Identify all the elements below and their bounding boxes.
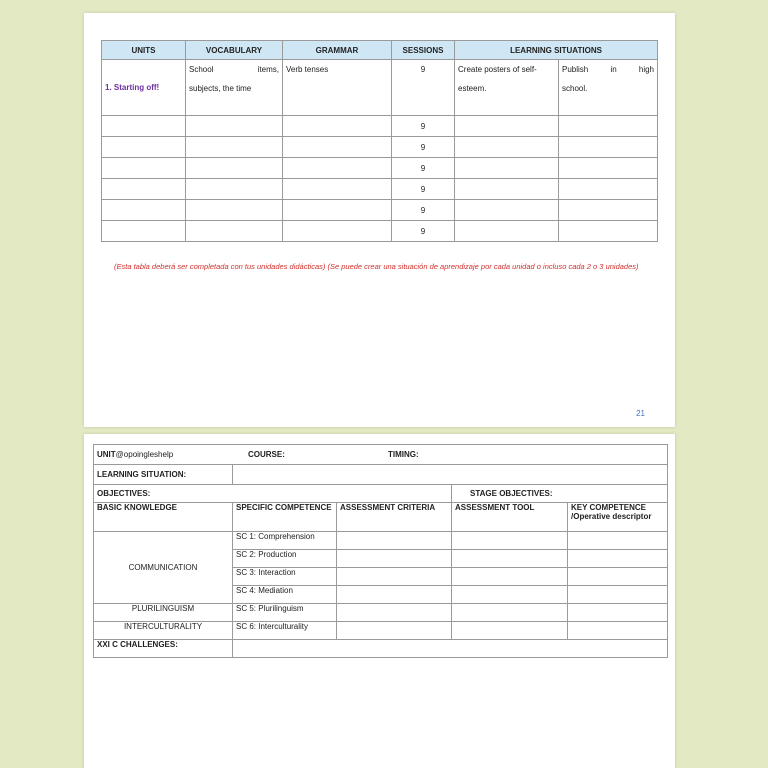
table-row: [94, 532, 668, 550]
header-learning-situations: LEARNING SITUATIONS: [455, 41, 658, 60]
table-row: [94, 465, 668, 485]
table-row: [94, 622, 668, 640]
challenges-label: XXI C CHALLENGES:: [94, 640, 233, 658]
header-grammar: GRAMMAR: [283, 41, 392, 60]
units-table: [101, 40, 658, 242]
table-row: [94, 503, 668, 532]
sessions-cell: 9: [392, 221, 455, 242]
table-row: [102, 158, 658, 179]
header-specific-competence: SPECIFIC COMPETENCE: [233, 503, 337, 532]
learning-situation-cell: [455, 60, 559, 116]
learning-situation-line: Publish in high: [562, 65, 655, 74]
table-row: [102, 221, 658, 242]
challenges-value: [233, 640, 668, 658]
table-row: [102, 200, 658, 221]
header-key-competence: KEY COMPETENCE /Operative descriptor: [568, 503, 668, 532]
course-label: COURSE:: [248, 450, 285, 459]
block-interculturality: INTERCULTURALITY: [94, 622, 233, 640]
table-row: [94, 445, 668, 465]
block-plurilinguism: PLURILINGUISM: [94, 604, 233, 622]
sessions-cell: 9: [392, 60, 455, 116]
learning-situation-cell: [559, 60, 658, 116]
header-units: UNITS: [102, 41, 186, 60]
sc-cell: SC 4: Mediation: [233, 586, 337, 604]
learning-situation-line: school.: [562, 84, 588, 93]
page-number: 21: [636, 409, 645, 418]
learning-situation-label: LEARNING SITUATION:: [94, 465, 233, 485]
block-communication: COMMUNICATION: [94, 532, 233, 604]
units-table-header-row: [102, 41, 658, 60]
unit-label: UNIT: [97, 450, 116, 459]
document-page-1: [84, 13, 675, 427]
document-page-2: [84, 434, 675, 768]
sc-cell: SC 6: Interculturality: [233, 622, 337, 640]
table-row: [102, 116, 658, 137]
instruction-note: (Esta tabla deberá ser completada con tus unidades didácticas) (Se puede crear una situación de aprendizaje por cada unidad o incluso cada 2 o 3 unidades): [114, 262, 639, 271]
header-vocabulary: VOCABULARY: [186, 41, 283, 60]
table-row: [94, 640, 668, 658]
learning-situation-value: [233, 465, 668, 485]
vocabulary-line: subjects, the time: [189, 84, 252, 93]
stage-objectives-label: STAGE OBJECTIVES:: [452, 485, 668, 503]
sc-cell: SC 2: Production: [233, 550, 337, 568]
table-row: [102, 60, 658, 116]
unit-name-cell: 1. Starting off!: [102, 60, 186, 116]
sessions-cell: 9: [392, 158, 455, 179]
vocabulary-cell: [186, 60, 283, 116]
sessions-cell: 9: [392, 137, 455, 158]
sc-cell: SC 1: Comprehension: [233, 532, 337, 550]
sc-cell: SC 3: Interaction: [233, 568, 337, 586]
sessions-cell: 9: [392, 200, 455, 221]
vocabulary-line: School items,: [189, 65, 279, 74]
sc-cell: SC 5: Plurilinguism: [233, 604, 337, 622]
sessions-cell: 9: [392, 116, 455, 137]
table-row: [102, 179, 658, 200]
header-basic-knowledge: BASIC KNOWLEDGE: [94, 503, 233, 532]
header-assessment-tool: ASSESSMENT TOOL: [452, 503, 568, 532]
table-row: [94, 485, 668, 503]
unit-course-timing-row: [94, 445, 668, 465]
objectives-label: OBJECTIVES:: [94, 485, 452, 503]
grammar-cell: Verb tenses: [283, 60, 392, 116]
sessions-cell: 9: [392, 179, 455, 200]
table-row: [94, 604, 668, 622]
watermark: @opoingleshelp: [115, 450, 174, 459]
learning-situation-table: [93, 444, 668, 658]
header-sessions: SESSIONS: [392, 41, 455, 60]
header-assessment-criteria: ASSESSMENT CRITERIA: [337, 503, 452, 532]
learning-situation-line: esteem.: [458, 84, 487, 93]
table-row: [102, 137, 658, 158]
learning-situation-line: Create posters of self-: [458, 65, 537, 74]
timing-label: TIMING:: [388, 450, 419, 459]
